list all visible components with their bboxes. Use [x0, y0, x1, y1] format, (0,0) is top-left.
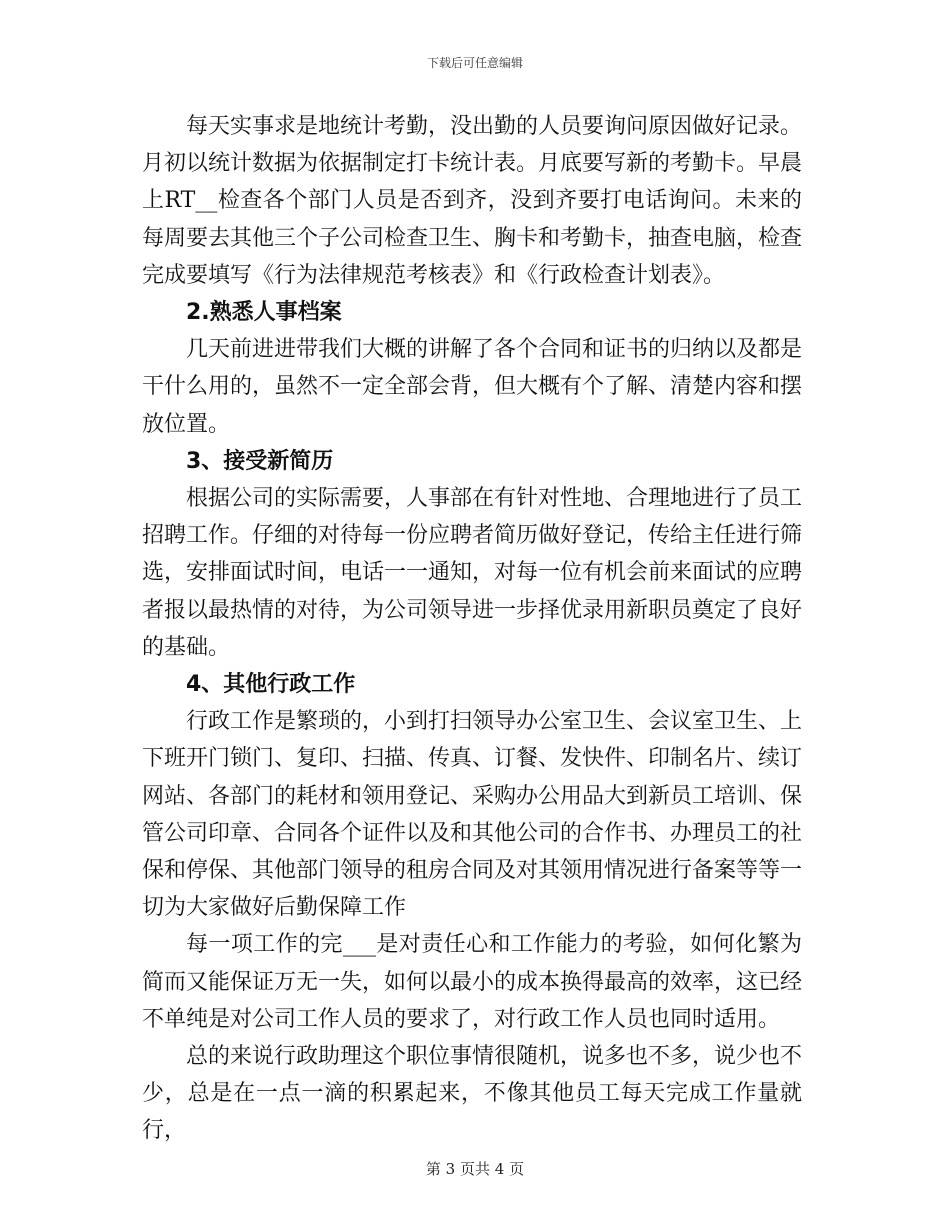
section-heading-personnel-files: 2.熟悉人事档案 — [186, 300, 342, 326]
paragraph-new-resumes: 根据公司的实际需要，人事部在有针对性地、合理地进行了员工招聘工作。仔细的对待每一份应聘者简历做好登记，传给主任进行筛选，安排面试时间，电话一一通知，对每一位有机会前来面试的应聘者报以最热情的对待，为公司领导进一步择优录用新职员奠定了良好的基础。 — [142, 486, 803, 660]
section-heading-other-admin-work: 4、其他行政工作 — [186, 672, 356, 698]
page-header: 下载后可任意编辑 — [426, 56, 523, 70]
paragraph-other-admin-work: 行政工作是繁琐的，小到打扫领导办公室卫生、会议室卫生、上下班开门锁门、复印、扫描、传真、订餐、发快件、印制名片、续订网站、各部门的耗材和领用登记、采购办公用品大到新员工培训、保管公司印章、合同各个证件以及和其他公司的合作书、办理员工的社保和停保、其他部门领导的租房合同及对其领用情况进行备案等等一切为大家做好后勤保障工作 — [142, 709, 803, 921]
paragraph-summary: 总的来说行政助理这个职位事情很随机，说多也不多，说少也不少，总是在一点一滴的积累起来，不像其他员工每天完成工作量就行， — [142, 1044, 803, 1144]
paragraph-personnel-files: 几天前进进带我们大概的讲解了各个合同和证书的归纳以及都是干什么用的，虽然不一定全部会背，但大概有个了解、清楚内容和摆放位置。 — [142, 337, 803, 437]
page-footer: 第 3 页共 4 页 — [425, 1160, 525, 1178]
document-body — [142, 108, 802, 1150]
paragraph-attendance: 每天实事求是地统计考勤，没出勤的人员要询问原因做好记录。月初以统计数据为依据制定打卡统计表。月底要写新的考勤卡。早晨上RT__检查各个部门人员是否到齐，没到齐要打电话询问。未来的每周要去其他三个子公司检查卫生、胸卡和考勤卡，抽查电脑，检查完成要填写《行为法律规范考核表》和《行政检查计划表》。 — [142, 114, 803, 288]
section-heading-new-resumes: 3、接受新简历 — [186, 448, 334, 474]
paragraph-work-test: 每一项工作的完___是对责任心和工作能力的考验，如何化繁为简而又能保证万无一失，如何以最小的成本换得最高的效率，这已经不单纯是对公司工作人员的要求了，对行政工作人员也同时适用。 — [142, 932, 803, 1032]
